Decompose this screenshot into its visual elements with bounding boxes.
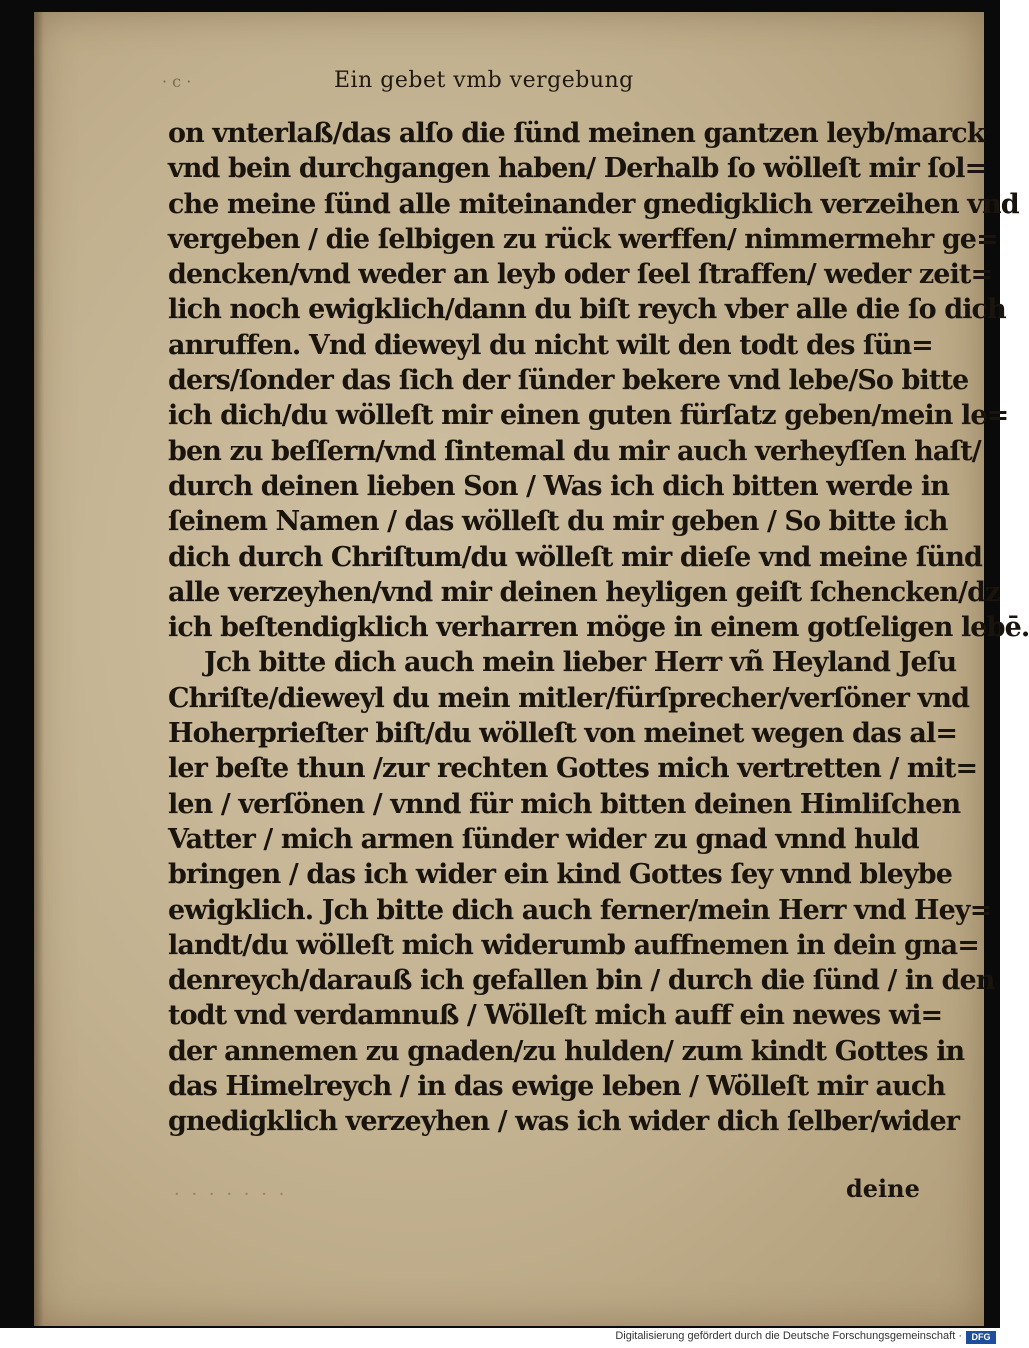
text-line: ich beſtendigklich verharren möge in einem gotſeligen lebē. <box>168 612 1029 644</box>
text-line: len / verſönen / vnnd für mich bitten deinen Himliſchen <box>168 788 961 820</box>
page-gutter-shadow <box>34 12 44 1326</box>
body-text <box>168 116 1029 1140</box>
text-line: Chriſte/dieweyl du mein mitler/fürſprecher/verſöner vnd <box>168 682 970 714</box>
text-line: gnedigklich verzeyhen / was ich wider dich ſelber/wider <box>168 1106 960 1138</box>
text-line: ben zu beſſern/vnd ſintemal du mir auch verheyſſen haſt/ <box>168 435 981 467</box>
text-line: ders/ſonder das ſich der ſünder bekere vnd lebe/So bitte <box>168 365 969 397</box>
dfg-logo: DFG <box>966 1331 996 1344</box>
text-line: che meine ſünd alle miteinander gnedigklich verzeihen vnd <box>168 188 1019 220</box>
text-line: alle verzeyhen/vnd mir deinen heyligen geiſt ſchencken/dz <box>168 576 1000 608</box>
text-line: landt/du wölleſt mich widerumb auffnemen in dein gna= <box>168 929 979 961</box>
footer-bar <box>0 1328 1000 1348</box>
text-line: Hoherprieſter biſt/du wölleſt von meinet wegen das al= <box>168 718 958 750</box>
text-line: Vatter / mich armen ſünder wider zu gnad vnnd huld <box>168 823 919 855</box>
text-line: vnd bein durchgangen haben/ Derhalb ſo wölleſt mir ſol= <box>168 153 987 185</box>
text-line: on vnterlaß/das alſo die ſünd meinen gantzen leyb/marck <box>168 118 985 149</box>
text-line: anruffen. Vnd dieweyl du nicht wilt den todt des ſün= <box>168 329 933 361</box>
catchword: deine <box>846 1174 920 1203</box>
text-line: ich dich/du wölleſt mir einen guten fürſatz geben/mein le= <box>168 400 1009 432</box>
margin-mark: · c · <box>162 72 192 91</box>
text-line: dencken/vnd weder an leyb oder ſeel ſtraffen/ weder zeit= <box>168 259 993 291</box>
bleed-through-marks: · · · · · · · <box>174 1184 288 1205</box>
text-line: bringen / das ich wider ein kind Gottes ſey vnnd bleybe <box>168 859 953 891</box>
text-line: ler beſte thun /zur rechten Gottes mich vertretten / mit= <box>168 753 978 785</box>
text-line: todt vnd verdamnuß / Wölleſt mich auff ein newes wi= <box>168 1000 943 1032</box>
text-line: ſeinem Namen / das wölleſt du mir geben / So bitte ich <box>168 506 948 538</box>
text-line: ewigklich. Jch bitte dich auch ferner/mein Herr vnd Hey= <box>168 894 992 926</box>
text-line: vergeben / die ſelbigen zu rück werffen/ nimmermehr ge= <box>168 223 998 255</box>
text-line: denreych/darauß ich gefallen bin / durch die ſünd / in den <box>168 965 995 997</box>
running-head: Ein gebet vmb vergebung <box>334 68 634 93</box>
text-line: dich durch Chriſtum/du wölleſt mir dieſe vnd meine ſünd <box>168 541 982 573</box>
paragraph-start-line: Jch bitte dich auch mein lieber Herr vñ Heyland Jeſu <box>204 647 957 679</box>
text-line: der annemen zu gnaden/zu hulden/ zum kindt Gottes in <box>168 1035 965 1067</box>
funding-credit: Digitalisierung gefördert durch die Deutsche Forschungsgemeinschaft · <box>615 1330 962 1342</box>
text-line: lich noch ewigklich/dann du biſt reych vber alle die ſo dich <box>168 294 1006 326</box>
book-page <box>34 12 1029 1326</box>
text-line: durch deinen lieben Son / Was ich dich bitten werde in <box>168 470 950 502</box>
text-line: das Himelreych / in das ewige leben / Wölleſt mir auch <box>168 1071 946 1103</box>
